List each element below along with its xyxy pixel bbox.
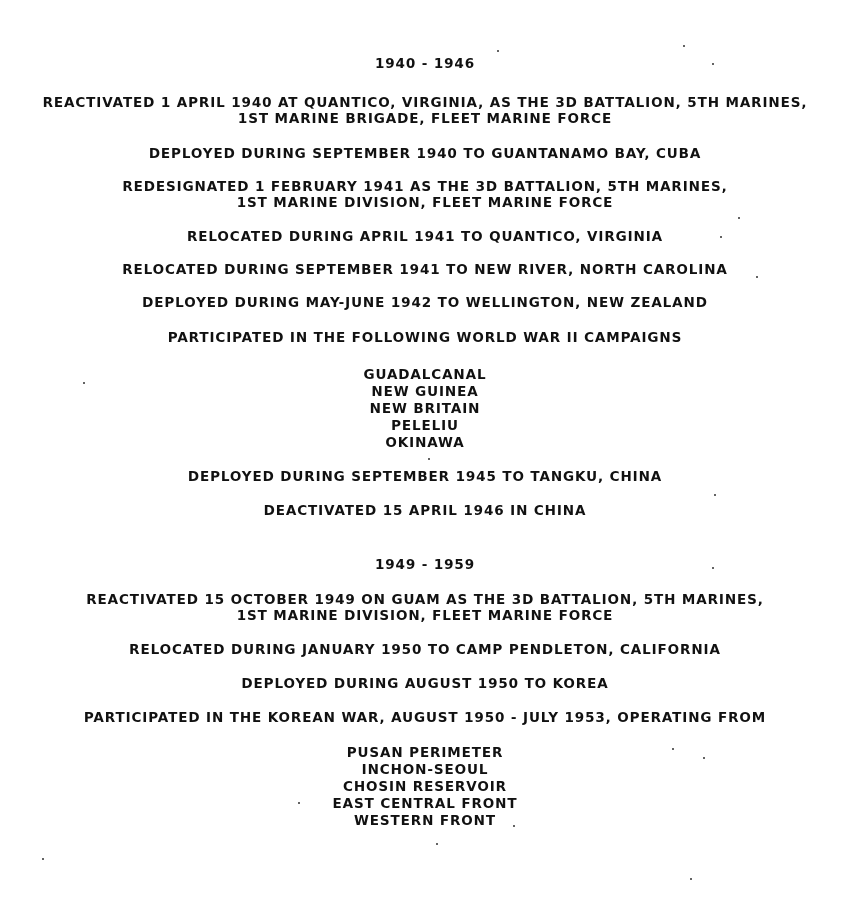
scan-speck	[298, 802, 300, 804]
scan-speck	[690, 878, 692, 880]
scan-speck	[428, 458, 430, 460]
campaign-item: PELELIU	[391, 418, 459, 434]
entry-line: PARTICIPATED IN THE KOREAN WAR, AUGUST 1950 - JULY 1953, OPERATING FROM	[83, 710, 767, 726]
scan-speck	[513, 825, 515, 827]
entry-line: 1ST MARINE DIVISION, FLEET MARINE FORCE	[236, 608, 614, 624]
scan-speck	[672, 748, 674, 750]
scan-speck	[738, 217, 740, 219]
entry-line: REDESIGNATED 1 FEBRUARY 1941 AS THE 3D BATTALION, 5TH MARINES,	[122, 179, 728, 195]
campaign-item: NEW GUINEA	[371, 384, 479, 400]
entry-line: DEPLOYED DURING AUGUST 1950 TO KOREA	[241, 676, 609, 692]
scan-speck	[712, 567, 714, 569]
entry-line: REACTIVATED 15 OCTOBER 1949 ON GUAM AS THE 3D BATTALION, 5TH MARINES,	[86, 592, 764, 608]
scan-speck	[714, 494, 716, 496]
operation-item: EAST CENTRAL FRONT	[332, 796, 518, 812]
scan-speck	[720, 236, 722, 238]
campaign-item: NEW BRITAIN	[369, 401, 481, 417]
scan-speck	[497, 50, 499, 52]
scan-speck	[683, 45, 685, 47]
entry-line: REACTIVATED 1 APRIL 1940 AT QUANTICO, VIRGINIA, AS THE 3D BATTALION, 5TH MARINES,	[42, 95, 808, 111]
section-heading-1940: 1940 - 1946	[374, 56, 476, 72]
entry-line: DEPLOYED DURING SEPTEMBER 1945 TO TANGKU, CHINA	[187, 469, 663, 485]
campaign-item: GUADALCANAL	[363, 367, 487, 383]
scan-speck	[712, 63, 714, 65]
scan-speck	[83, 382, 85, 384]
operation-item: INCHON-SEOUL	[361, 762, 489, 778]
operation-item: CHOSIN RESERVOIR	[343, 779, 507, 795]
entry-line: 1ST MARINE BRIGADE, FLEET MARINE FORCE	[237, 111, 613, 127]
operation-item: PUSAN PERIMETER	[346, 745, 504, 761]
entry-line: 1ST MARINE DIVISION, FLEET MARINE FORCE	[236, 195, 614, 211]
scan-speck	[756, 276, 758, 278]
campaign-item: OKINAWA	[385, 435, 465, 451]
section-heading-1949: 1949 - 1959	[374, 557, 476, 573]
entry-line: RELOCATED DURING SEPTEMBER 1941 TO NEW RIVER, NORTH CAROLINA	[122, 262, 728, 278]
scan-speck	[703, 757, 705, 759]
entry-line: DEACTIVATED 15 APRIL 1946 IN CHINA	[263, 503, 587, 519]
operation-item: WESTERN FRONT	[354, 813, 496, 829]
entry-line: PARTICIPATED IN THE FOLLOWING WORLD WAR II CAMPAIGNS	[167, 330, 683, 346]
entry-line: DEPLOYED DURING MAY-JUNE 1942 TO WELLINGTON, NEW ZEALAND	[142, 295, 708, 311]
entry-line: DEPLOYED DURING SEPTEMBER 1940 TO GUANTANAMO BAY, CUBA	[148, 146, 702, 162]
scan-speck	[436, 843, 438, 845]
entry-line: RELOCATED DURING JANUARY 1950 TO CAMP PENDLETON, CALIFORNIA	[129, 642, 721, 658]
entry-line: RELOCATED DURING APRIL 1941 TO QUANTICO, VIRGINIA	[186, 229, 663, 245]
scan-speck	[42, 858, 44, 860]
